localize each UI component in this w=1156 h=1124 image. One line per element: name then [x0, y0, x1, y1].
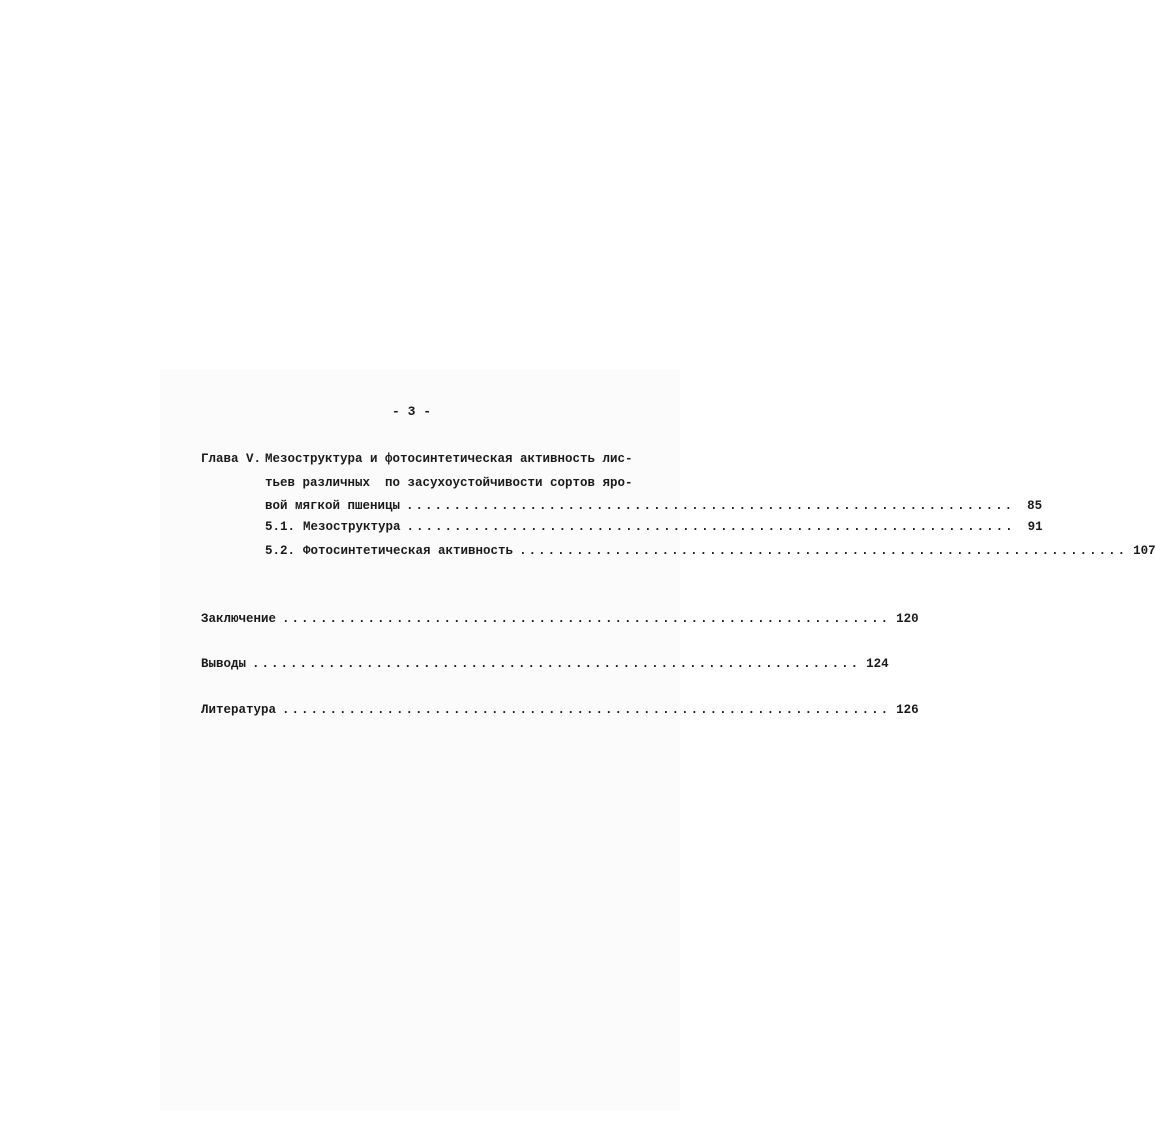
section-number: 5.2.: [265, 544, 296, 558]
section-title: Фотосинтетическая активность: [303, 544, 514, 558]
page-ref: 120: [896, 612, 919, 626]
chapter-label: Глава V.: [201, 452, 262, 466]
entry-title: Заключение: [201, 612, 277, 626]
toc-entry-section-5-2: [265, 543, 1156, 559]
dot-leader: ................................................................: [282, 703, 891, 717]
page-ref: 124: [866, 657, 889, 671]
chapter-title-line-2: тьев различных по засухоустойчивости сортов яро-: [265, 476, 633, 490]
page-ref: 107: [1133, 544, 1156, 558]
page-ref: 85: [1027, 499, 1043, 513]
page-ref: 126: [896, 703, 919, 717]
dot-leader: ................................................................: [282, 612, 891, 626]
dot-leader: ................................................................: [519, 544, 1128, 558]
chapter-title-line-3: вой мягкой пшеницы: [265, 499, 401, 513]
entry-title: Литература: [201, 703, 277, 717]
toc-entry-conclusion: [201, 611, 919, 627]
toc-entry-section-5-1: [265, 519, 1043, 535]
entry-title: Выводы: [201, 657, 247, 671]
chapter-title-line-1: Мезоструктура и фотосинтетическая активность лис-: [265, 452, 633, 466]
toc-entry-literature: [201, 702, 919, 718]
section-number: 5.1.: [265, 520, 296, 534]
page-number: - 3 -: [392, 404, 432, 419]
dot-leader: ................................................................: [406, 499, 1015, 513]
dot-leader: ................................................................: [252, 657, 861, 671]
page-ref: 91: [1027, 520, 1043, 534]
toc-entry-findings: [201, 656, 889, 672]
dot-leader: ................................................................: [406, 520, 1015, 534]
toc-entry-chapter5: [265, 498, 1043, 514]
section-title: Мезоструктура: [303, 520, 401, 534]
